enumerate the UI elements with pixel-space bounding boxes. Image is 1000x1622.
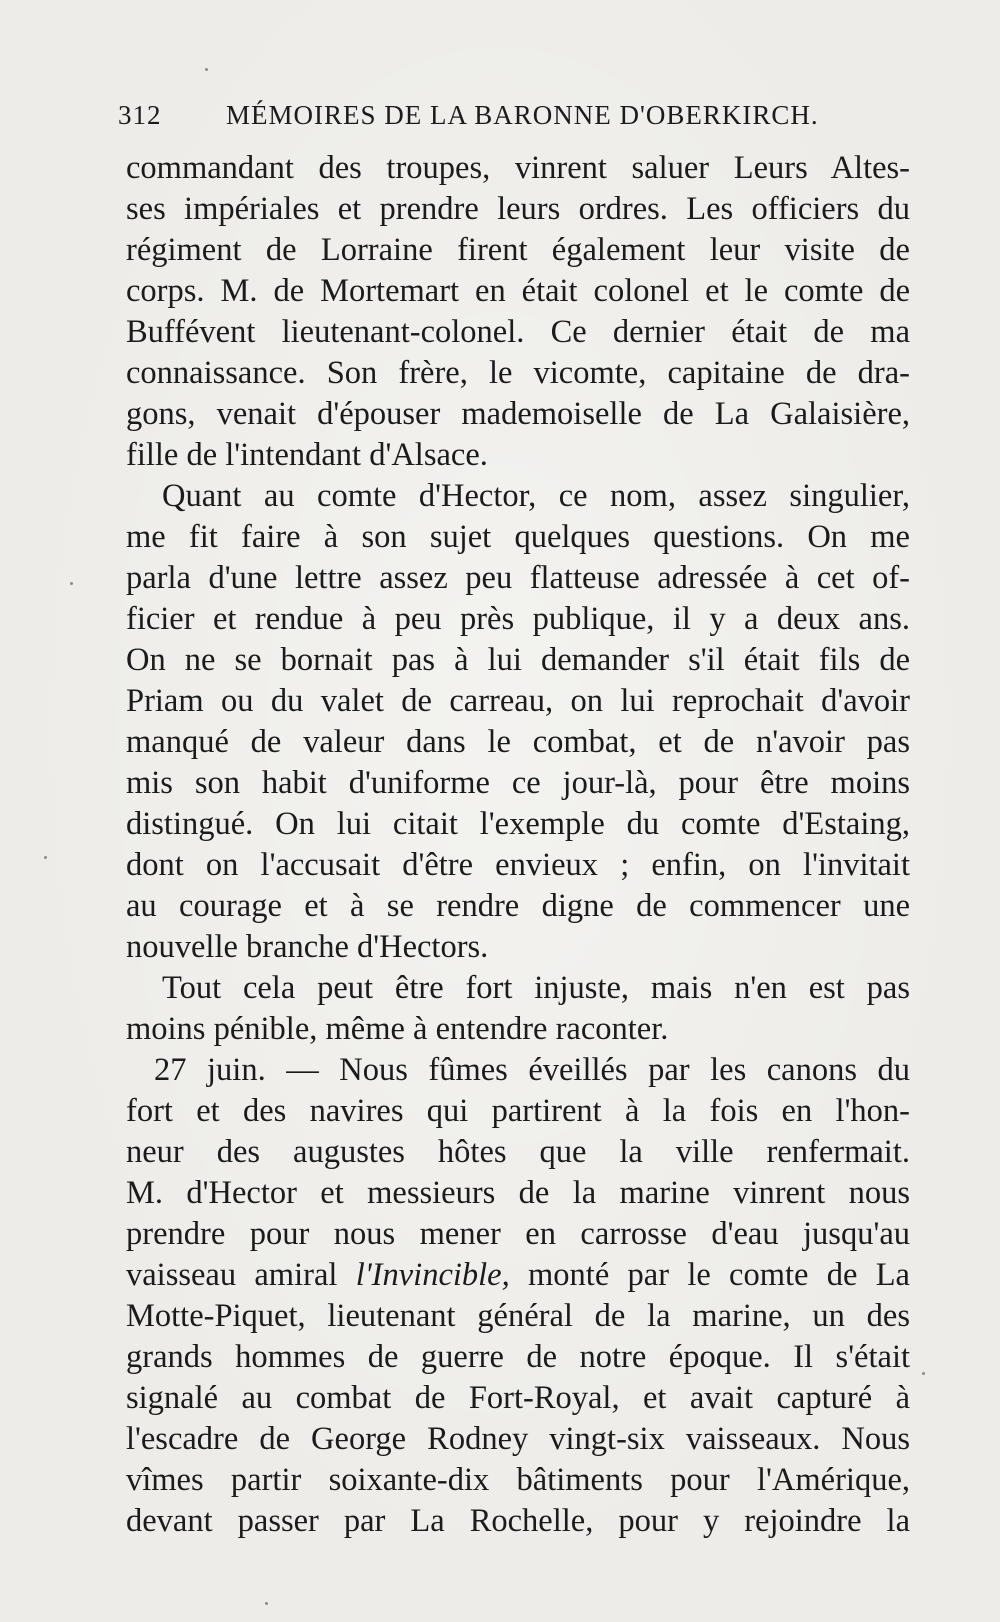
text-segment: vaisseau amiral	[126, 1257, 356, 1293]
text-line: signalé au combat de Fort-Royal, et avait capturé à	[126, 1380, 910, 1416]
text-line: fort et des navires qui partirent à la fois en l'hon-	[126, 1093, 910, 1129]
text-line: neur des augustes hôtes que la ville renfermait.	[126, 1134, 910, 1170]
text-line: commandant des troupes, vinrent saluer Leurs Altes-	[126, 150, 910, 186]
text-line: corps. M. de Mortemart en était colonel et le comte de	[126, 273, 910, 309]
text-line: fille de l'intendant d'Alsace.	[126, 437, 488, 473]
text-line: parla d'une lettre assez peu flatteuse adressée à cet of-	[126, 560, 910, 596]
text-line: prendre pour nous mener en carrosse d'eau jusqu'au	[126, 1216, 910, 1252]
text-line: ficier et rendue à peu près publique, il y a deux ans.	[126, 601, 910, 637]
paper-speck	[70, 582, 73, 585]
text-segment: monté par le comte de La	[509, 1257, 910, 1293]
text-line: Buffévent lieutenant-colonel. Ce dernier était de ma	[126, 314, 910, 350]
text-line: au courage et à se rendre digne de commencer une	[126, 888, 910, 924]
paragraph-start-line: Tout cela peut être fort injuste, mais n'en est pas	[162, 970, 910, 1006]
text-line: l'escadre de George Rodney vingt-six vaisseaux. Nous	[126, 1421, 910, 1457]
paper-speck	[205, 68, 208, 71]
text-line: dont on l'accusait d'être envieux ; enfin, on l'invitait	[126, 847, 910, 883]
text-line: moins pénible, même à entendre raconter.	[126, 1011, 669, 1047]
text-line: grands hommes de guerre de notre époque. Il s'était	[126, 1339, 910, 1375]
text-line: devant passer par La Rochelle, pour y rejoindre la	[126, 1503, 910, 1539]
text-line: M. d'Hector et messieurs de la marine vinrent nous	[126, 1175, 910, 1211]
paper-speck	[265, 1602, 268, 1605]
text-line: vîmes partir soixante-dix bâtiments pour l'Amérique,	[126, 1462, 910, 1498]
text-line: nouvelle branche d'Hectors.	[126, 929, 489, 965]
page-number: 312	[118, 100, 162, 130]
text-line: manqué de valeur dans le combat, et de n'avoir pas	[126, 724, 910, 760]
ship-name: l'Invincible,	[355, 1257, 510, 1293]
text-line: Priam ou du valet de carreau, on lui reprochait d'avoir	[126, 683, 910, 719]
text-line: Motte-Piquet, lieutenant général de la marine, un des	[126, 1298, 910, 1334]
paragraph-start-line: Quant au comte d'Hector, ce nom, assez singulier,	[162, 478, 910, 514]
page-header	[118, 100, 819, 140]
text-line: ses impériales et prendre leurs ordres. Les officiers du	[126, 191, 910, 227]
running-title: MÉMOIRES DE LA BARONNE D'OBERKIRCH.	[226, 100, 819, 130]
text-line: On ne se bornait pas à lui demander s'il était fils de	[126, 642, 910, 678]
text-line: connaissance. Son frère, le vicomte, capitaine de dra-	[126, 355, 910, 391]
text-line: gons, venait d'épouser mademoiselle de La Galaisière,	[126, 396, 910, 432]
text-line-with-ship-name	[126, 1255, 910, 1296]
text-line: me fit faire à son sujet quelques questions. On me	[126, 519, 910, 555]
paragraph-start-line: 27 juin. — Nous fûmes éveillés par les canons du	[154, 1052, 910, 1088]
text-line: régiment de Lorraine firent également leur visite de	[126, 232, 910, 268]
paper-speck	[44, 856, 47, 859]
body-text	[126, 148, 910, 1542]
text-line: mis son habit d'uniforme ce jour-là, pour être moins	[126, 765, 910, 801]
paper-speck	[922, 1372, 925, 1375]
text-line: distingué. On lui citait l'exemple du comte d'Estaing,	[126, 806, 910, 842]
